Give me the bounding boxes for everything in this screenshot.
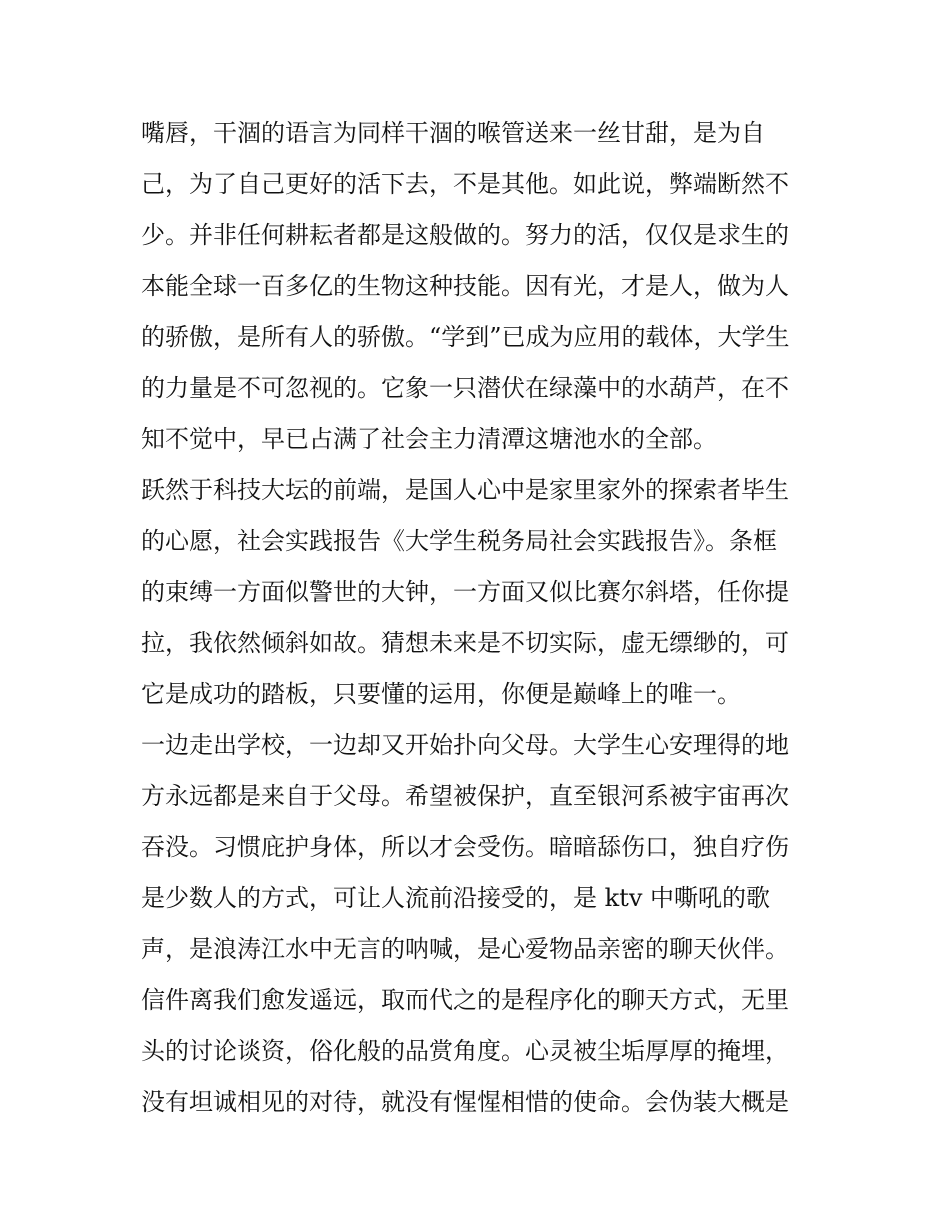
text-line: 是少数人的方式，可让人流前沿接受的，是 ktv 中嘶吼的歌 bbox=[141, 884, 771, 912]
text-line: 的心愿，社会实践报告《大学生税务局社会实践报告》。条框 bbox=[141, 527, 777, 555]
text-line: 的束缚一方面似警世的大钟，一方面又似比赛尔斜塔，任你提 bbox=[141, 578, 789, 606]
text-line: 头的讨论谈资，俗化般的品赏角度。心灵被尘垢厚厚的掩埋， bbox=[141, 1037, 789, 1065]
text-line: 知不觉中，早已占满了社会主力清潭这塘池水的全部。 bbox=[141, 425, 717, 453]
text-line: 拉，我依然倾斜如故。猜想未来是不切实际，虚无缥缈的，可 bbox=[141, 629, 789, 657]
text-line: 方永远都是来自于父母。希望被保护，直至银河系被宇宙再次 bbox=[141, 782, 789, 810]
text-line: 跃然于科技大坛的前端，是国人心中是家里家外的探索者毕生 bbox=[141, 476, 789, 504]
text-line: 声，是浪涛江水中无言的呐喊，是心爱物品亲密的聊天伙伴。 bbox=[141, 935, 789, 963]
text-line: 少。并非任何耕耘者都是这般做的。努力的活，仅仅是求生的 bbox=[141, 221, 789, 249]
text-line: 的骄傲，是所有人的骄傲。“学到”已成为应用的载体，大学生 bbox=[141, 323, 790, 351]
text-line: 己，为了自己更好的活下去，不是其他。如此说，弊端断然不 bbox=[141, 170, 789, 198]
text-line: 本能全球一百多亿的生物这种技能。因有光，才是人，做为人 bbox=[141, 272, 789, 300]
body-text bbox=[141, 108, 821, 1128]
text-line: 它是成功的踏板，只要懂的运用，你便是巅峰上的唯一。 bbox=[141, 680, 741, 708]
text-line: 没有坦诚相见的对待，就没有惺惺相惜的使命。会伪装大概是 bbox=[141, 1088, 789, 1116]
text-line: 的力量是不可忽视的。它象一只潜伏在绿藻中的水葫芦，在不 bbox=[141, 374, 789, 402]
text-line: 信件离我们愈发遥远，取而代之的是程序化的聊天方式，无里 bbox=[141, 986, 789, 1014]
text-line: 嘴唇，干涸的语言为同样干涸的喉管送来一丝甘甜，是为自 bbox=[141, 119, 765, 147]
text-line: 一边走出学校，一边却又开始扑向父母。大学生心安理得的地 bbox=[141, 731, 789, 759]
text-line: 吞没。习惯庇护身体，所以才会受伤。暗暗舔伤口，独自疗伤 bbox=[141, 833, 789, 861]
